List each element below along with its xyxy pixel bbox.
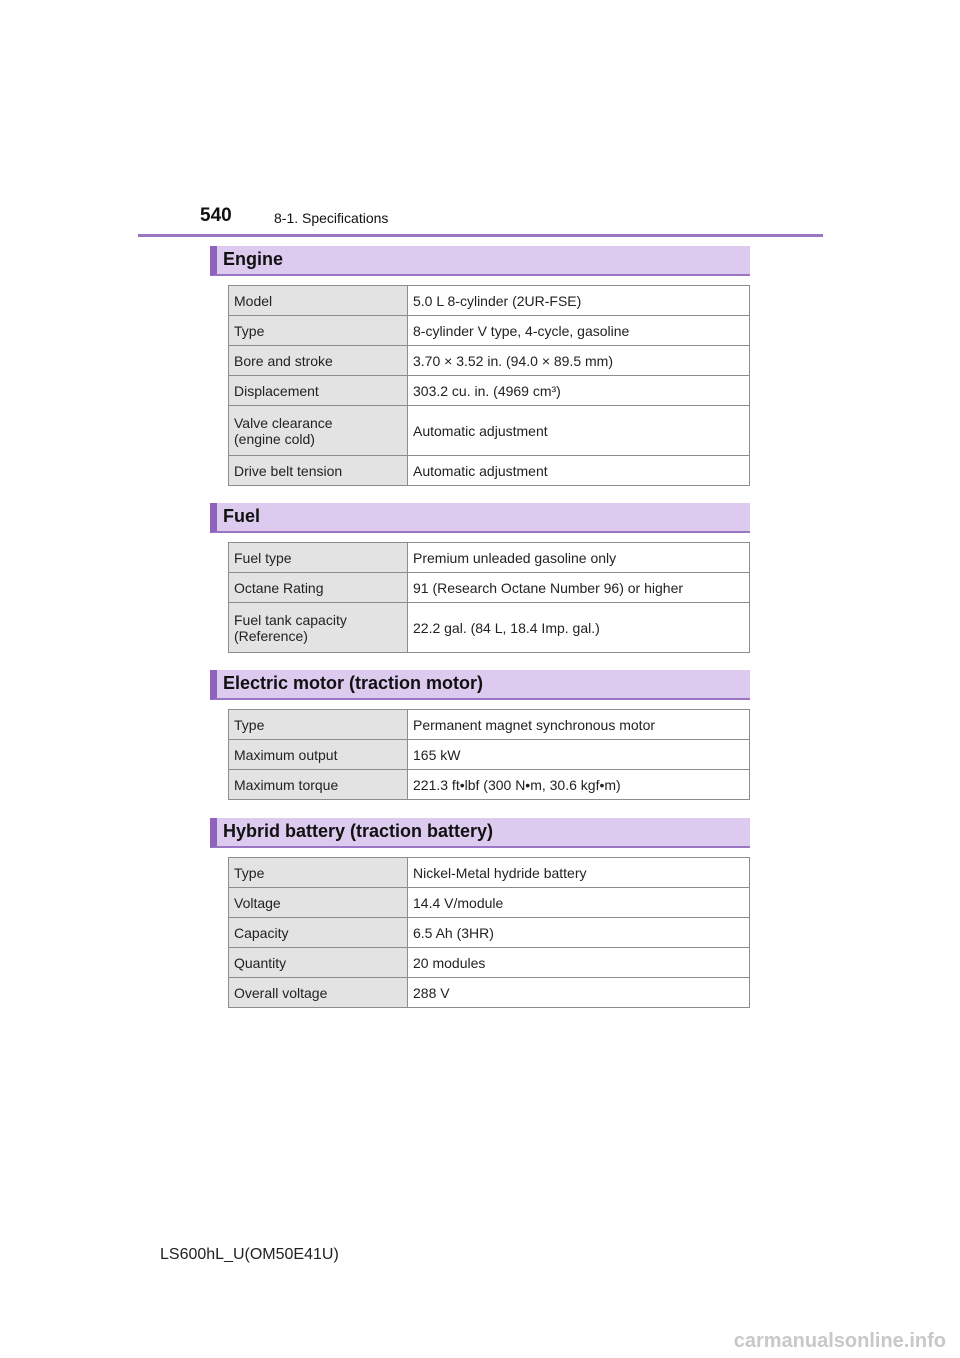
table-row — [229, 346, 750, 376]
table-row — [229, 918, 750, 948]
engine-section — [210, 246, 750, 486]
spec-value: 22.2 gal. (84 L, 18.4 Imp. gal.) — [408, 603, 750, 653]
spec-table — [228, 709, 750, 800]
spec-value: Automatic adjustment — [408, 456, 750, 486]
fuel-section — [210, 503, 750, 653]
spec-value: 303.2 cu. in. (4969 cm³) — [408, 376, 750, 406]
spec-value: 8-cylinder V type, 4-cycle, gasoline — [408, 316, 750, 346]
spec-label: Type — [229, 710, 408, 740]
table-row — [229, 286, 750, 316]
table-row — [229, 316, 750, 346]
page-header — [138, 200, 823, 237]
table-row — [229, 710, 750, 740]
spec-label: Valve clearance (engine cold) — [229, 406, 408, 456]
spec-value: 165 kW — [408, 740, 750, 770]
table-row — [229, 770, 750, 800]
table-row — [229, 406, 750, 456]
table-row — [229, 740, 750, 770]
spec-label: Drive belt tension — [229, 456, 408, 486]
spec-label: Quantity — [229, 948, 408, 978]
table-row — [229, 858, 750, 888]
section-title: Hybrid battery (traction battery) — [210, 818, 750, 848]
spec-value: 3.70 × 3.52 in. (94.0 × 89.5 mm) — [408, 346, 750, 376]
spec-table — [228, 542, 750, 653]
table-row — [229, 603, 750, 653]
spec-label: Fuel tank capacity (Reference) — [229, 603, 408, 653]
spec-label: Maximum output — [229, 740, 408, 770]
spec-label: Overall voltage — [229, 978, 408, 1008]
watermark: carmanualsonline.info — [733, 1330, 946, 1352]
spec-label: Displacement — [229, 376, 408, 406]
spec-value: Automatic adjustment — [408, 406, 750, 456]
spec-label: Model — [229, 286, 408, 316]
spec-label: Type — [229, 858, 408, 888]
spec-label: Capacity — [229, 918, 408, 948]
spec-value: 5.0 L 8-cylinder (2UR-FSE) — [408, 286, 750, 316]
spec-label: Bore and stroke — [229, 346, 408, 376]
spec-value: 288 V — [408, 978, 750, 1008]
spec-table — [228, 285, 750, 486]
table-row — [229, 376, 750, 406]
section-title: Fuel — [210, 503, 750, 533]
spec-label: Fuel type — [229, 543, 408, 573]
spec-value: 14.4 V/module — [408, 888, 750, 918]
spec-label: Voltage — [229, 888, 408, 918]
hybrid-battery-section — [210, 818, 750, 1008]
table-row — [229, 978, 750, 1008]
spec-value: 91 (Research Octane Number 96) or higher — [408, 573, 750, 603]
spec-table — [228, 857, 750, 1008]
table-row — [229, 456, 750, 486]
spec-value: Nickel-Metal hydride battery — [408, 858, 750, 888]
spec-value: Premium unleaded gasoline only — [408, 543, 750, 573]
section-reference: 8-1. Specifications — [274, 210, 389, 226]
page-number: 540 — [200, 205, 232, 226]
table-row — [229, 888, 750, 918]
spec-value: 6.5 Ah (3HR) — [408, 918, 750, 948]
spec-label: Octane Rating — [229, 573, 408, 603]
section-title: Electric motor (traction motor) — [210, 670, 750, 700]
spec-value: 20 modules — [408, 948, 750, 978]
spec-value: 221.3 ft•lbf (300 N•m, 30.6 kgf•m) — [408, 770, 750, 800]
electric-motor-section — [210, 670, 750, 800]
spec-value: Permanent magnet synchronous motor — [408, 710, 750, 740]
spec-label: Type — [229, 316, 408, 346]
table-row — [229, 948, 750, 978]
table-row — [229, 573, 750, 603]
model-code: LS600hL_U(OM50E41U) — [160, 1246, 339, 1263]
table-row — [229, 543, 750, 573]
section-title: Engine — [210, 246, 750, 276]
spec-label: Maximum torque — [229, 770, 408, 800]
